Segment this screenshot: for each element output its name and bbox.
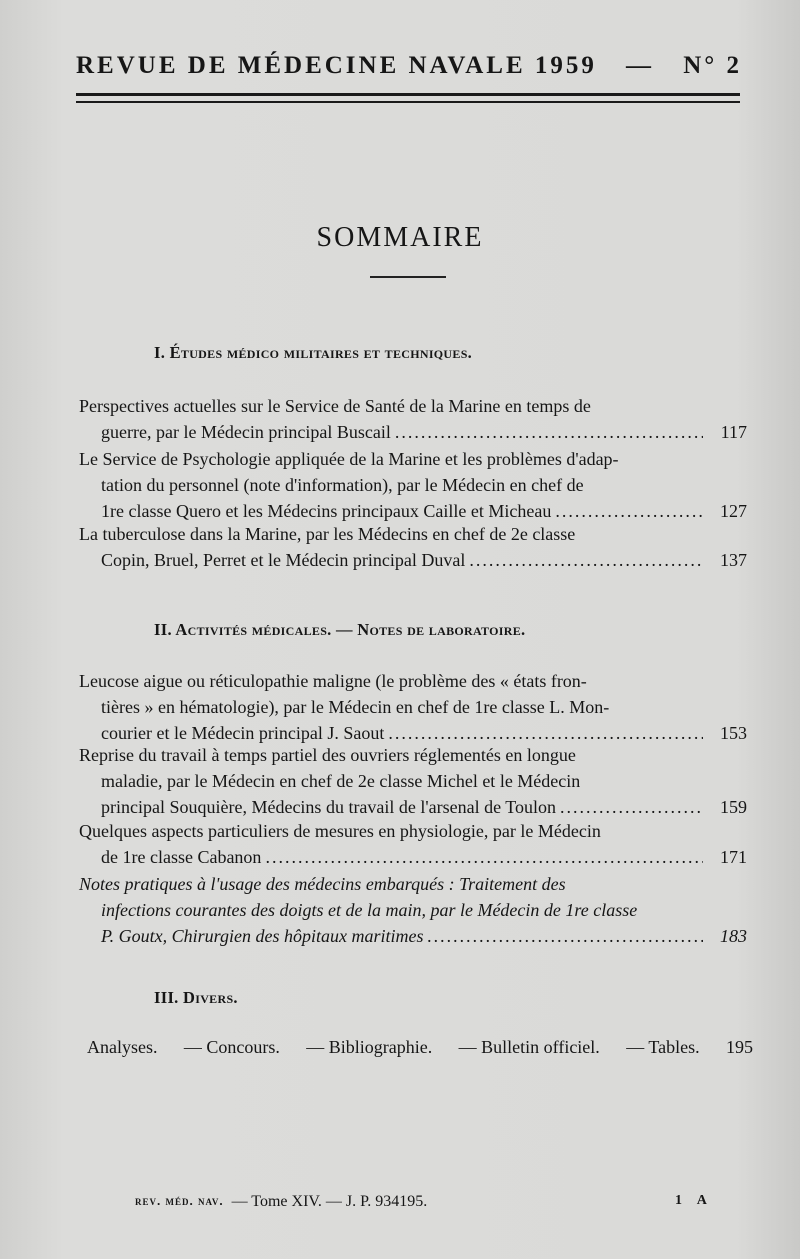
header-rule-thin (76, 101, 740, 103)
section-label: Activités médicales. — Notes de laboratoire. (175, 620, 526, 639)
page-number: 159 (720, 797, 747, 817)
page-title: SOMMAIRE (316, 222, 484, 253)
entry-text: Notes pratiques à l'usage des médecins embarqués : Traitement des (79, 874, 566, 894)
toc-entry (79, 446, 747, 524)
divers-item: — Tables. (626, 1037, 700, 1057)
divers-item: — Bulletin officiel. (458, 1037, 600, 1057)
dot-leader (265, 844, 703, 870)
tome-info: — Tome XIV. — J. P. 934195. (231, 1193, 428, 1210)
divers-item: — Bibliographie. (306, 1037, 433, 1057)
masthead (76, 52, 742, 80)
divers-line (87, 1037, 753, 1058)
section-label: Études médico militaires et techniques. (169, 343, 473, 362)
toc-entry (79, 742, 747, 820)
toc-entry (79, 393, 747, 445)
section-number: III. (154, 988, 179, 1007)
section-number: II. (154, 620, 172, 639)
entry-text: Quelques aspects particuliers de mesures en physiologie, par le Médecin (79, 821, 601, 841)
page-number: 117 (720, 422, 747, 442)
page-footer (135, 1193, 715, 1211)
toc-entry (79, 871, 747, 949)
page-number: 171 (720, 847, 747, 867)
masthead-dash: — (626, 52, 655, 79)
section-label: Divers. (183, 988, 238, 1007)
toc-entry (79, 818, 747, 870)
toc-entry (79, 521, 747, 573)
dot-leader (395, 419, 703, 445)
section-heading-2 (154, 620, 525, 640)
entry-text: maladie, par le Médecin en chef de 2e classe Michel et le Médecin (101, 771, 581, 791)
journal-abbreviation: rev. méd. nav. (135, 1193, 224, 1208)
sheet-mark: 1 A (675, 1193, 713, 1208)
page-number: 153 (720, 723, 747, 743)
dot-leader (428, 923, 704, 949)
divers-item: Analyses. (87, 1037, 158, 1057)
entry-text: Le Service de Psychologie appliquée de la Marine et les problèmes d'adap- (79, 449, 619, 469)
entry-text: de 1re classe Cabanon (101, 847, 262, 867)
title-underline (370, 276, 446, 278)
page-number: 127 (720, 501, 747, 521)
issue-number: N° 2 (683, 52, 742, 79)
dot-leader (560, 794, 703, 820)
entry-text: guerre, par le Médecin principal Buscail (101, 422, 391, 442)
entry-text: Leucose aigue ou réticulopathie maligne (le problème des « états fron- (79, 671, 587, 691)
entry-text: La tuberculose dans la Marine, par les Médecins en chef de 2e classe (79, 524, 576, 544)
page-number: 183 (720, 926, 747, 946)
page-number: 195 (726, 1037, 753, 1057)
toc-entry (79, 668, 747, 746)
entry-text: P. Goutx, Chirurgien des hôpitaux maritimes (101, 926, 424, 946)
entry-text: principal Souquière, Médecins du travail de l'arsenal de Toulon (101, 797, 557, 817)
entry-text: infections courantes des doigts et de la main, par le Médecin de 1re classe (101, 900, 638, 920)
section-heading-1 (154, 343, 472, 363)
divers-item: — Concours. (183, 1037, 280, 1057)
journal-title: REVUE DE MÉDECINE NAVALE 1959 (76, 52, 597, 79)
entry-text: tation du personnel (note d'information), par le Médecin en chef de (101, 475, 584, 495)
entry-text: tières » en hématologie), par le Médecin en chef de 1re classe L. Mon- (101, 697, 610, 717)
page-number: 137 (720, 550, 747, 570)
section-heading-3 (154, 988, 238, 1008)
dot-leader (469, 547, 703, 573)
section-number: I. (154, 343, 166, 362)
entry-text: 1re classe Quero et les Médecins principaux Caille et Micheau (101, 501, 552, 521)
entry-text: Copin, Bruel, Perret et le Médecin principal Duval (101, 550, 466, 570)
header-rule-thick (76, 93, 740, 96)
entry-text: Perspectives actuelles sur le Service de Santé de la Marine en temps de (79, 396, 591, 416)
entry-text: courier et le Médecin principal J. Saout (101, 723, 385, 743)
entry-text: Reprise du travail à temps partiel des ouvriers réglementés en longue (79, 745, 576, 765)
